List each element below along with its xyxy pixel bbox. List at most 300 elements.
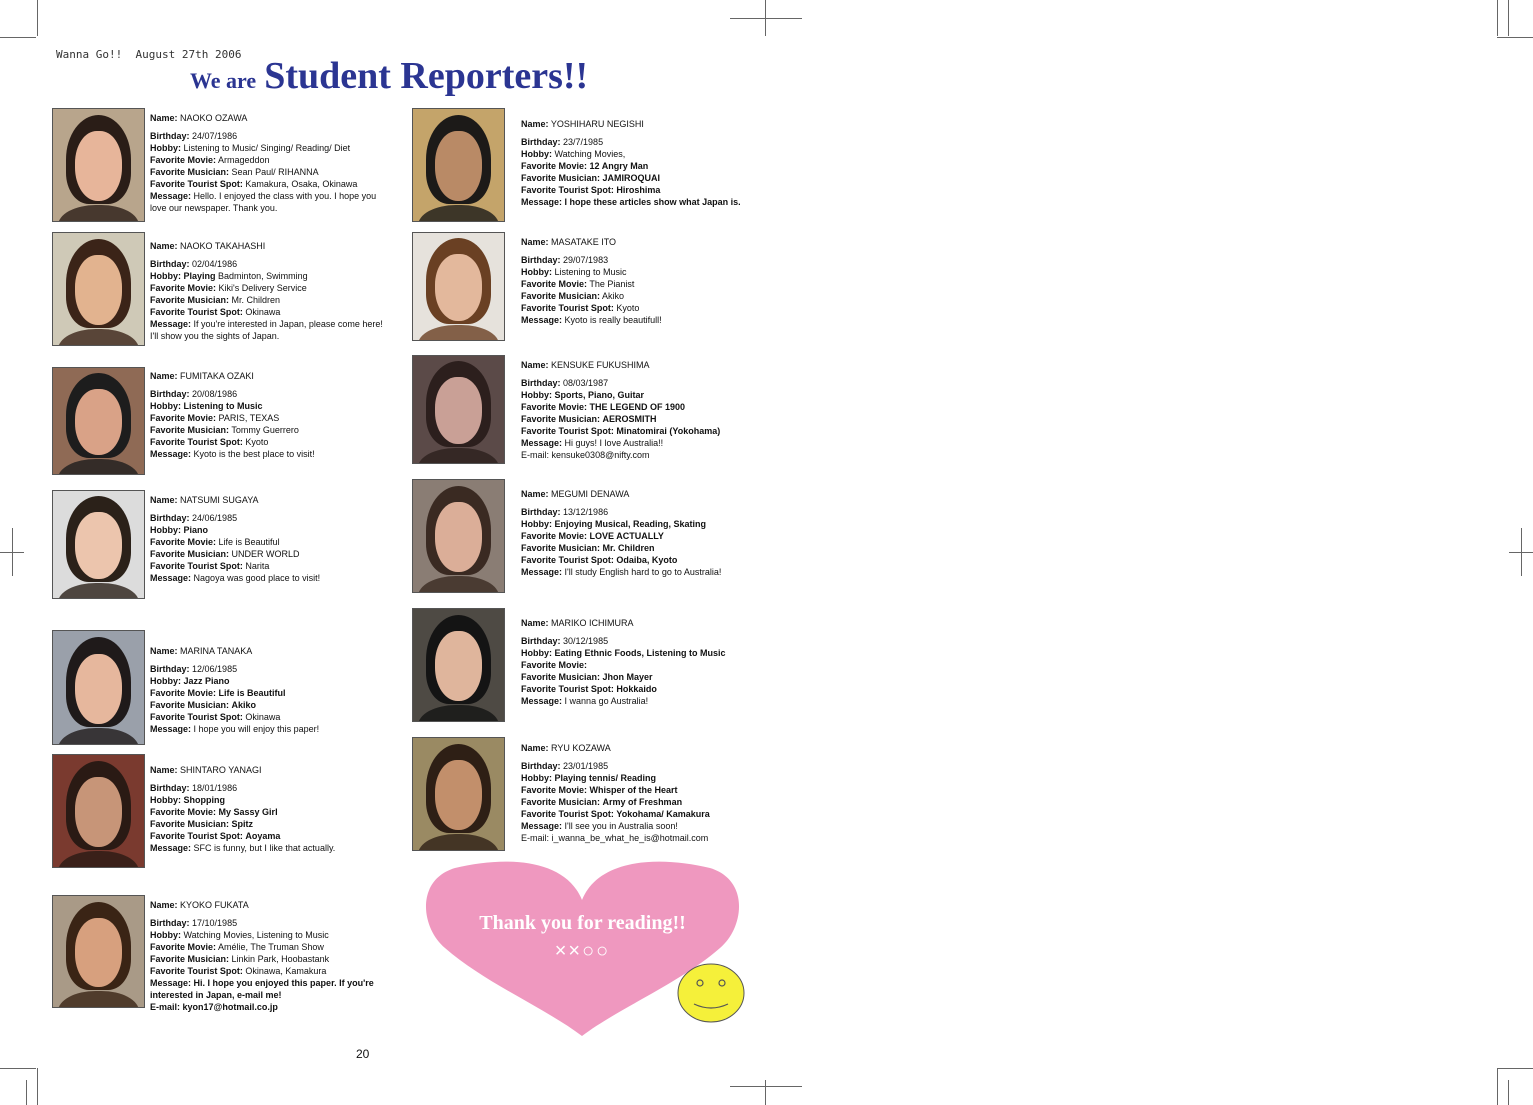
movie-value: LOVE ACTUALLY bbox=[589, 531, 664, 541]
reporter-name: SHINTARO YANAGI bbox=[180, 765, 262, 775]
musician-value: Mr. Children bbox=[602, 543, 655, 553]
musician-label: Favorite Musician: bbox=[150, 167, 230, 177]
hobby-row bbox=[150, 929, 390, 941]
movie-row bbox=[150, 941, 390, 953]
message-label: Message: bbox=[150, 573, 192, 583]
message-row bbox=[521, 196, 781, 208]
musician-row bbox=[521, 796, 781, 808]
musician-row bbox=[521, 542, 781, 554]
message-value: Kyoto is really beautifull! bbox=[564, 315, 662, 325]
reporter-name: MEGUMI DENAWA bbox=[551, 489, 630, 499]
reporter-name: NAOKO TAKAHASHI bbox=[180, 241, 266, 251]
birthday-value: 23/01/1985 bbox=[563, 761, 609, 771]
message-row bbox=[150, 723, 390, 735]
movie-value: Life is Beautiful bbox=[218, 688, 286, 698]
hobby-label: Hobby: bbox=[150, 676, 181, 686]
birthday-value: 24/06/1985 bbox=[192, 513, 238, 523]
reporter-name: KYOKO FUKATA bbox=[180, 900, 249, 910]
musician-value: UNDER WORLD bbox=[231, 549, 300, 559]
musician-row bbox=[150, 548, 390, 560]
crop-mark bbox=[1497, 1068, 1498, 1105]
spot-label: Favorite Tourist Spot: bbox=[521, 555, 614, 565]
reporter-name: KENSUKE FUKUSHIMA bbox=[551, 360, 650, 370]
spot-label: Favorite Tourist Spot: bbox=[521, 185, 614, 195]
birthday-label: Birthday: bbox=[521, 378, 561, 388]
musician-row bbox=[150, 818, 390, 830]
musician-label: Favorite Musician: bbox=[521, 543, 601, 553]
hobby-value: Listening to Music/ Singing/ Reading/ Diet bbox=[183, 143, 351, 153]
message-row bbox=[150, 448, 390, 460]
name-label: Name: bbox=[521, 489, 549, 499]
movie-label: Favorite Movie: bbox=[150, 688, 217, 698]
musician-row bbox=[150, 699, 390, 711]
movie-row bbox=[150, 536, 390, 548]
musician-value: JAMIROQUAI bbox=[602, 173, 661, 183]
hobby-row bbox=[521, 772, 781, 784]
message-row bbox=[150, 318, 390, 342]
musician-row bbox=[521, 172, 781, 184]
musician-value: Akiko bbox=[602, 291, 625, 301]
reporter-photo bbox=[52, 630, 145, 745]
spot-row bbox=[150, 560, 390, 572]
crop-mark bbox=[1497, 1068, 1533, 1069]
email-value: kyon17@hotmail.co.jp bbox=[182, 1002, 278, 1012]
musician-value: Jhon Mayer bbox=[602, 672, 653, 682]
hobby-row bbox=[150, 270, 390, 282]
message-row bbox=[521, 820, 781, 832]
spot-row bbox=[150, 436, 390, 448]
birthday-value: 20/08/1986 bbox=[192, 389, 238, 399]
musician-row bbox=[150, 294, 390, 306]
reporter-name: RYU KOZAWA bbox=[551, 743, 611, 753]
title-prefix: We are bbox=[190, 68, 257, 93]
hobby-value: Enjoying Musical, Reading, Skating bbox=[554, 519, 707, 529]
hobby-label: Hobby: bbox=[150, 525, 181, 535]
thanks-symbols: ××○○ bbox=[554, 940, 611, 962]
movie-label: Favorite Movie: bbox=[521, 402, 588, 412]
crop-mark bbox=[765, 1080, 766, 1105]
birthday-row bbox=[150, 663, 390, 675]
page-number: 20 bbox=[356, 1047, 370, 1061]
hobby-value: Playing bbox=[183, 271, 216, 281]
musician-row bbox=[521, 290, 781, 302]
thanks-message: Thank you for reading!! bbox=[479, 912, 686, 934]
musician-label: Favorite Musician: bbox=[150, 954, 230, 964]
spot-value: Minatomirai (Yokohama) bbox=[616, 426, 721, 436]
spot-label: Favorite Tourist Spot: bbox=[150, 966, 243, 976]
email-label: E-mail: bbox=[521, 450, 550, 460]
hobby-label: Hobby: bbox=[521, 149, 552, 159]
name-label: Name: bbox=[150, 241, 178, 251]
movie-label: Favorite Movie: bbox=[150, 807, 217, 817]
hobby-row bbox=[521, 389, 781, 401]
spot-value: Kyoto bbox=[616, 303, 640, 313]
name-label: Name: bbox=[150, 495, 178, 505]
hobby-label: Hobby: bbox=[521, 648, 552, 658]
birthday-label: Birthday: bbox=[521, 761, 561, 771]
name-row bbox=[521, 742, 781, 754]
birthday-label: Birthday: bbox=[521, 137, 561, 147]
movie-value: Amélie, The Truman Show bbox=[218, 942, 324, 952]
issue-date: August 27th 2006 bbox=[135, 48, 242, 61]
movie-row bbox=[150, 687, 390, 699]
movie-row bbox=[521, 784, 781, 796]
title-main: Student Reporters!! bbox=[264, 55, 589, 97]
reporter-info bbox=[521, 359, 781, 461]
birthday-value: 12/06/1985 bbox=[192, 664, 238, 674]
hobby-value: Watching Movies, bbox=[554, 149, 626, 159]
musician-value: Tommy Guerrero bbox=[231, 425, 299, 435]
movie-row bbox=[150, 412, 390, 424]
movie-row bbox=[521, 659, 781, 671]
name-row bbox=[521, 118, 781, 130]
crop-mark bbox=[12, 528, 13, 576]
page-title bbox=[190, 54, 588, 98]
reporter-info bbox=[521, 742, 781, 844]
spot-row bbox=[521, 425, 781, 437]
movie-value: My Sassy Girl bbox=[218, 807, 278, 817]
musician-label: Favorite Musician: bbox=[150, 549, 230, 559]
message-label: Message: bbox=[150, 724, 192, 734]
message-value: I wanna go Australia! bbox=[564, 696, 649, 706]
hobby-row bbox=[150, 524, 390, 536]
reporter-info bbox=[521, 617, 781, 707]
message-label: Message: bbox=[150, 449, 192, 459]
movie-label: Favorite Movie: bbox=[150, 413, 217, 423]
hobby-label: Hobby: bbox=[521, 519, 552, 529]
reporter-photo bbox=[412, 108, 505, 222]
spot-value: Okinawa bbox=[245, 307, 281, 317]
musician-row bbox=[150, 166, 390, 178]
birthday-row bbox=[150, 388, 390, 400]
movie-label: Favorite Movie: bbox=[150, 155, 217, 165]
movie-label: Favorite Movie: bbox=[521, 785, 588, 795]
reporter-info bbox=[521, 488, 781, 578]
spot-value: Aoyama bbox=[245, 831, 281, 841]
name-row bbox=[521, 359, 781, 371]
crop-mark bbox=[0, 1068, 36, 1069]
spot-label: Favorite Tourist Spot: bbox=[521, 684, 614, 694]
hobby-value: Jazz Piano bbox=[183, 676, 230, 686]
hobby-label: Hobby: bbox=[150, 930, 181, 940]
hobby-value: Watching Movies, Listening to Music bbox=[183, 930, 329, 940]
name-row bbox=[150, 899, 390, 911]
reporter-photo bbox=[412, 608, 505, 722]
name-label: Name: bbox=[150, 646, 178, 656]
spot-value: Kyoto bbox=[245, 437, 269, 447]
reporter-photo bbox=[412, 479, 505, 593]
movie-row bbox=[150, 806, 390, 818]
birthday-row bbox=[150, 782, 390, 794]
name-row bbox=[150, 370, 390, 382]
movie-row bbox=[521, 530, 781, 542]
reporter-name: NAOKO OZAWA bbox=[180, 113, 248, 123]
musician-value: Spitz bbox=[231, 819, 254, 829]
birthday-value: 30/12/1985 bbox=[563, 636, 609, 646]
message-label: Message: bbox=[150, 978, 192, 988]
reporter-name: MARIKO ICHIMURA bbox=[551, 618, 634, 628]
musician-label: Favorite Musician: bbox=[150, 425, 230, 435]
musician-label: Favorite Musician: bbox=[521, 414, 601, 424]
smiley-face-icon bbox=[676, 962, 746, 1024]
spot-row bbox=[521, 683, 781, 695]
movie-row bbox=[521, 160, 781, 172]
musician-value: Army of Freshman bbox=[602, 797, 683, 807]
message-label: Message: bbox=[521, 821, 563, 831]
crop-mark bbox=[1508, 1080, 1509, 1105]
name-label: Name: bbox=[150, 765, 178, 775]
birthday-row bbox=[150, 130, 390, 142]
spot-label: Favorite Tourist Spot: bbox=[521, 303, 614, 313]
message-value: SFC is funny, but I like that actually. bbox=[193, 843, 336, 853]
birthday-value: 24/07/1986 bbox=[192, 131, 238, 141]
hobby-value: Listening to Music bbox=[183, 401, 263, 411]
birthday-label: Birthday: bbox=[150, 918, 190, 928]
movie-label: Favorite Movie: bbox=[521, 531, 588, 541]
spot-value: Hokkaido bbox=[616, 684, 657, 694]
birthday-label: Birthday: bbox=[150, 664, 190, 674]
message-row bbox=[150, 842, 390, 854]
spot-row bbox=[521, 302, 781, 314]
reporter-photo bbox=[412, 737, 505, 851]
name-row bbox=[150, 494, 390, 506]
reporter-photo bbox=[52, 895, 145, 1008]
hobby-row bbox=[150, 675, 390, 687]
birthday-label: Birthday: bbox=[150, 389, 190, 399]
message-value: Nagoya was good place to visit! bbox=[193, 573, 321, 583]
message-value: I hope you will enjoy this paper! bbox=[193, 724, 320, 734]
spot-label: Favorite Tourist Spot: bbox=[150, 561, 243, 571]
reporter-photo bbox=[52, 754, 145, 868]
spot-value: Odaiba, Kyoto bbox=[616, 555, 678, 565]
movie-row bbox=[150, 154, 390, 166]
movie-row bbox=[150, 282, 390, 294]
birthday-row bbox=[150, 512, 390, 524]
crop-mark bbox=[1508, 0, 1509, 36]
crop-mark bbox=[0, 37, 36, 38]
message-value: I'll see you in Australia soon! bbox=[564, 821, 678, 831]
crop-mark bbox=[1497, 0, 1498, 36]
hobby-label: Hobby: bbox=[150, 401, 181, 411]
hobby-value: Shopping bbox=[183, 795, 226, 805]
message-row bbox=[521, 314, 781, 326]
musician-value: Mr. Children bbox=[231, 295, 281, 305]
message-row bbox=[150, 977, 390, 1001]
musician-label: Favorite Musician: bbox=[521, 291, 601, 301]
movie-value: Armageddon bbox=[218, 155, 270, 165]
name-row bbox=[521, 488, 781, 500]
birthday-label: Birthday: bbox=[521, 507, 561, 517]
spot-value: Yokohama/ Kamakura bbox=[616, 809, 710, 819]
message-label: Message: bbox=[521, 567, 563, 577]
movie-label: Favorite Movie: bbox=[150, 283, 217, 293]
spot-label: Favorite Tourist Spot: bbox=[150, 179, 243, 189]
email-row bbox=[521, 832, 781, 844]
name-label: Name: bbox=[521, 743, 549, 753]
reporter-info bbox=[150, 494, 390, 584]
musician-label: Favorite Musician: bbox=[150, 819, 230, 829]
spot-value: Kamakura, Osaka, Okinawa bbox=[245, 179, 358, 189]
movie-label: Favorite Movie: bbox=[150, 537, 217, 547]
hobby-label: Hobby: bbox=[521, 773, 552, 783]
hobby-label: Hobby: bbox=[521, 390, 552, 400]
spot-row bbox=[521, 184, 781, 196]
spot-value: Okinawa bbox=[245, 712, 281, 722]
birthday-label: Birthday: bbox=[521, 255, 561, 265]
movie-row bbox=[521, 401, 781, 413]
birthday-value: 23/7/1985 bbox=[563, 137, 604, 147]
birthday-row bbox=[150, 258, 390, 270]
movie-value: Life is Beautiful bbox=[218, 537, 280, 547]
movie-label: Favorite Movie: bbox=[521, 660, 588, 670]
movie-label: Favorite Movie: bbox=[521, 279, 588, 289]
birthday-value: 29/07/1983 bbox=[563, 255, 609, 265]
spot-label: Favorite Tourist Spot: bbox=[521, 426, 614, 436]
hobby-label: Hobby: bbox=[150, 271, 181, 281]
message-label: Message: bbox=[521, 197, 563, 207]
spot-row bbox=[150, 306, 390, 318]
hobby-value: Listening to Music bbox=[554, 267, 627, 277]
name-row bbox=[150, 764, 390, 776]
message-label: Message: bbox=[521, 315, 563, 325]
message-label: Message: bbox=[521, 438, 563, 448]
spot-label: Favorite Tourist Spot: bbox=[150, 831, 243, 841]
spot-value: Hiroshima bbox=[616, 185, 661, 195]
message-value: Kyoto is the best place to visit! bbox=[193, 449, 315, 459]
message-value: Hello. I enjoyed the class with you. I hope you love our newspaper. Thank you. bbox=[150, 191, 377, 213]
birthday-row bbox=[150, 917, 390, 929]
reporter-photo bbox=[412, 355, 505, 464]
spot-value: Okinawa, Kamakura bbox=[245, 966, 327, 976]
hobby-row bbox=[521, 518, 781, 530]
spot-row bbox=[521, 554, 781, 566]
name-row bbox=[521, 236, 781, 248]
birthday-value: 08/03/1987 bbox=[563, 378, 609, 388]
reporter-info bbox=[521, 236, 781, 326]
name-row bbox=[150, 240, 390, 252]
reporter-info bbox=[150, 645, 390, 735]
birthday-label: Birthday: bbox=[150, 259, 190, 269]
spot-row bbox=[150, 965, 390, 977]
name-label: Name: bbox=[150, 113, 178, 123]
message-label: Message: bbox=[150, 843, 192, 853]
crop-mark bbox=[1521, 528, 1522, 576]
hobby-value: Sports, Piano, Guitar bbox=[554, 390, 645, 400]
movie-value: 12 Angry Man bbox=[589, 161, 649, 171]
spot-row bbox=[150, 830, 390, 842]
spot-row bbox=[521, 808, 781, 820]
hobby-label: Hobby: bbox=[150, 795, 181, 805]
birthday-value: 17/10/1985 bbox=[192, 918, 238, 928]
name-label: Name: bbox=[521, 237, 549, 247]
hobby-row bbox=[521, 148, 781, 160]
email-row bbox=[521, 449, 781, 461]
hobby-row bbox=[521, 266, 781, 278]
reporter-info bbox=[150, 112, 390, 214]
musician-label: Favorite Musician: bbox=[521, 173, 601, 183]
message-row bbox=[150, 190, 390, 214]
reporter-photo bbox=[52, 232, 145, 346]
hobby-value: Badminton, Swimming bbox=[218, 271, 308, 281]
name-row bbox=[150, 645, 390, 657]
name-label: Name: bbox=[150, 371, 178, 381]
musician-row bbox=[521, 413, 781, 425]
email-label: E-mail: bbox=[521, 833, 550, 843]
birthday-row bbox=[521, 136, 781, 148]
hobby-row bbox=[150, 794, 390, 806]
email-label: E-mail: bbox=[150, 1002, 181, 1012]
name-row bbox=[150, 112, 390, 124]
movie-value: PARIS, TEXAS bbox=[218, 413, 280, 423]
reporter-info bbox=[150, 764, 390, 854]
birthday-label: Birthday: bbox=[150, 783, 190, 793]
birthday-value: 18/01/1986 bbox=[192, 783, 238, 793]
reporter-info bbox=[521, 118, 781, 208]
birthday-row bbox=[521, 506, 781, 518]
spot-label: Favorite Tourist Spot: bbox=[150, 712, 243, 722]
reporter-name: MARINA TANAKA bbox=[180, 646, 253, 656]
musician-label: Favorite Musician: bbox=[521, 797, 601, 807]
musician-value: Linkin Park, Hoobastank bbox=[231, 954, 330, 964]
reporter-photo bbox=[52, 108, 145, 222]
crop-mark bbox=[26, 1080, 27, 1105]
birthday-value: 02/04/1986 bbox=[192, 259, 238, 269]
musician-value: Akiko bbox=[231, 700, 257, 710]
reporter-photo bbox=[412, 232, 505, 341]
movie-label: Favorite Movie: bbox=[150, 942, 217, 952]
reporter-name: FUMITAKA OZAKI bbox=[180, 371, 254, 381]
hobby-label: Hobby: bbox=[150, 143, 181, 153]
musician-row bbox=[521, 671, 781, 683]
birthday-row bbox=[521, 635, 781, 647]
spot-value: Narita bbox=[245, 561, 270, 571]
birthday-row bbox=[521, 760, 781, 772]
reporter-info bbox=[150, 899, 390, 1013]
reporter-name: NATSUMI SUGAYA bbox=[180, 495, 259, 505]
spot-row bbox=[150, 711, 390, 723]
name-label: Name: bbox=[521, 360, 549, 370]
reporter-info bbox=[150, 370, 390, 460]
message-value: I hope these articles show what Japan is. bbox=[564, 197, 741, 207]
hobby-value: Playing tennis/ Reading bbox=[554, 773, 657, 783]
crop-mark bbox=[37, 1068, 38, 1105]
message-row bbox=[521, 695, 781, 707]
birthday-row bbox=[521, 254, 781, 266]
name-label: Name: bbox=[521, 119, 549, 129]
crop-mark bbox=[730, 18, 802, 19]
birthday-label: Birthday: bbox=[521, 636, 561, 646]
movie-value: THE LEGEND OF 1900 bbox=[589, 402, 686, 412]
crop-mark bbox=[1497, 37, 1533, 38]
reporter-name: YOSHIHARU NEGISHI bbox=[550, 119, 644, 129]
movie-label: Favorite Movie: bbox=[521, 161, 588, 171]
movie-value: Kiki's Delivery Service bbox=[218, 283, 307, 293]
birthday-row bbox=[521, 377, 781, 389]
message-value: Hi. I hope you enjoyed this paper. If you're interested in Japan, e-mail me! bbox=[150, 978, 374, 1000]
email-row bbox=[150, 1001, 390, 1013]
spot-label: Favorite Tourist Spot: bbox=[150, 307, 243, 317]
message-value: Hi guys! I love Australia!! bbox=[564, 438, 664, 448]
reporter-photo bbox=[52, 367, 145, 475]
musician-label: Favorite Musician: bbox=[521, 672, 601, 682]
message-label: Message: bbox=[521, 696, 563, 706]
musician-row bbox=[150, 424, 390, 436]
reporter-info bbox=[150, 240, 390, 342]
spot-row bbox=[150, 178, 390, 190]
musician-label: Favorite Musician: bbox=[150, 700, 230, 710]
crop-mark bbox=[730, 1086, 802, 1087]
musician-row bbox=[150, 953, 390, 965]
